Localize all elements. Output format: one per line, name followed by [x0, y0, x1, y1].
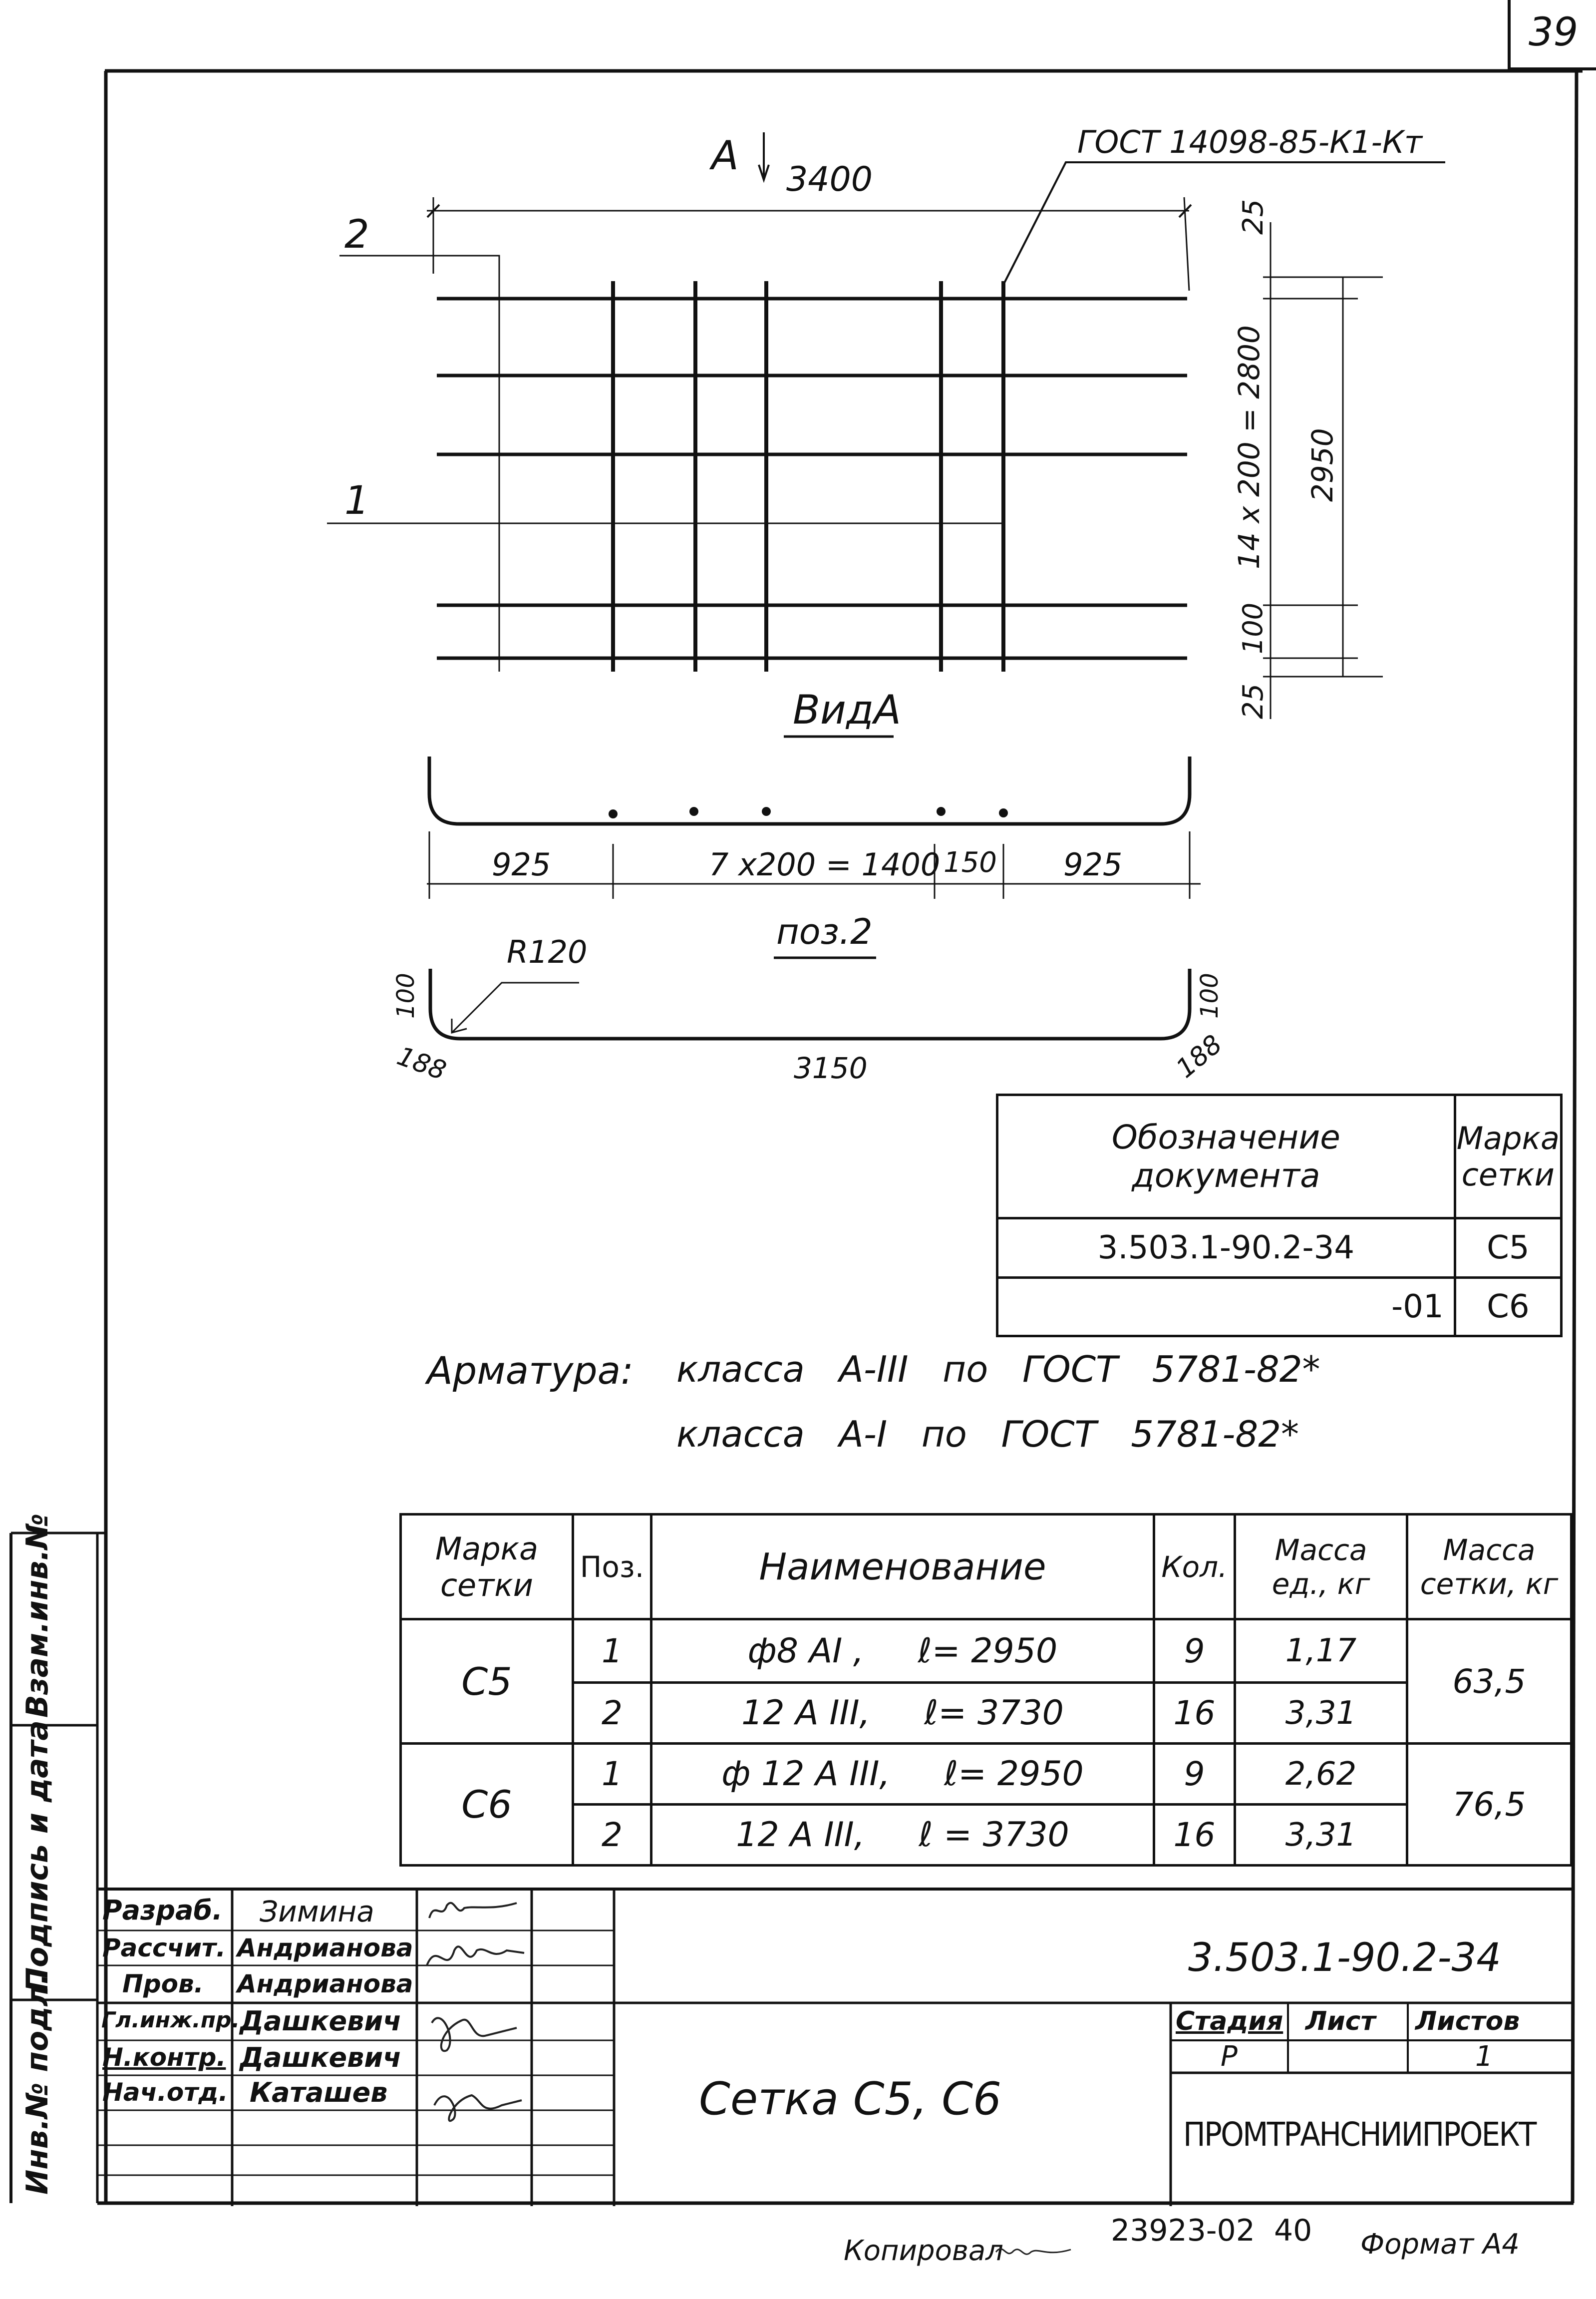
spec-c6-mass-2: 3,31	[1235, 1805, 1407, 1866]
spec-c6-qty-1: 9	[1154, 1744, 1235, 1805]
spec-c6-pos-2: 2	[573, 1805, 651, 1866]
footer-copied: Копировал	[844, 2235, 1003, 2267]
spec-mark-c5: С5	[401, 1619, 573, 1744]
dim-total: 2950	[1305, 428, 1339, 502]
pos-1-label: 1	[344, 478, 369, 523]
bend-length-right: 188	[1171, 1029, 1228, 1084]
spec-c6-pos-1: 1	[573, 1744, 651, 1805]
bend-length-left: 188	[393, 1041, 450, 1087]
title-block-sheets-header: Листов	[1415, 2006, 1520, 2036]
role-calculated: Рассчит.	[102, 1933, 226, 1962]
spec-header-unit-mass: Масса ед., кг	[1235, 1515, 1407, 1619]
spec-c5-name-2: 12 А III, ℓ= 3730	[651, 1683, 1154, 1744]
role-developed: Разраб.	[102, 1895, 223, 1926]
role-norm-control: Н.контр.	[102, 2043, 226, 2072]
spec-c6-name-1: ф 12 А III, ℓ= 2950	[651, 1744, 1154, 1805]
spec-table	[399, 1513, 1573, 1867]
dim-top-offset: 25	[1237, 199, 1270, 235]
spec-c5-name-1: ф8 АI , ℓ= 2950	[651, 1619, 1154, 1683]
doc-table-row-1-mark: С5	[1455, 1218, 1561, 1278]
spec-c5-mass-1: 1,17	[1235, 1619, 1407, 1683]
doc-table-row-2-mark: С6	[1455, 1278, 1561, 1336]
spec-mark-c6: С6	[401, 1744, 573, 1866]
dim-spacing: 14 x 200 = 2800	[1232, 325, 1266, 569]
dim-bottom-offset: 25	[1237, 683, 1270, 719]
name-checked: Андрианова	[237, 1969, 413, 1998]
side-stamp-signature-date: Подпись и дата	[20, 1720, 55, 1992]
spec-c5-mass-2: 3,31	[1235, 1683, 1407, 1744]
straight-length: 3150	[794, 1051, 868, 1085]
spec-header-pos: Поз.	[573, 1515, 651, 1619]
name-dept-head: Каташев	[250, 2077, 388, 2108]
bend-height-left: 100	[392, 973, 420, 1019]
rebar-notes-line-1: класса А-III по ГОСТ 5781-82*	[676, 1348, 1320, 1390]
footer-format: Формат А4	[1360, 2228, 1520, 2261]
name-calculated: Андрианова	[237, 1933, 413, 1962]
overall-width-dim: 3400	[786, 160, 873, 199]
spec-c5-qty-1: 9	[1154, 1619, 1235, 1683]
rebar-notes-prefix: Арматура:	[427, 1348, 634, 1393]
document-table	[996, 1094, 1563, 1337]
title-block-sheets: 1	[1475, 2040, 1493, 2073]
spec-c5-pos-1: 1	[573, 1619, 651, 1683]
bend-radius: R120	[507, 934, 588, 970]
doc-table-row-1-designation: 3.503.1-90.2-34	[997, 1218, 1455, 1278]
title-block-doc-code: 3.503.1-90.2-34	[1188, 1935, 1501, 1980]
view-a-dim-middle: 7 x200 = 1400	[709, 846, 941, 883]
sheet-number: 39	[1529, 10, 1579, 55]
spec-c6-total: 76,5	[1407, 1744, 1572, 1866]
signatures	[417, 1891, 532, 2145]
bend-height-right: 100	[1196, 973, 1224, 1019]
title-block-title: Сетка С5, С6	[699, 2073, 1002, 2125]
role-checked: Пров.	[122, 1969, 204, 1998]
spec-c5-qty-2: 16	[1154, 1683, 1235, 1744]
title-block-sheet-header: Лист	[1305, 2006, 1376, 2036]
title-block	[97, 1888, 1574, 2203]
role-dept-head: Нач.отд.	[102, 2078, 228, 2107]
spec-c5-pos-2: 2	[573, 1683, 651, 1744]
rebar-notes-line-2: класса А-I по ГОСТ 5781-82*	[676, 1413, 1299, 1455]
view-arrow-label: А	[711, 132, 739, 179]
doc-table-row-2-designation: -01	[997, 1278, 1455, 1336]
footer-copier-signature	[991, 2237, 1076, 2267]
spec-c6-name-2: 12 А III, ℓ = 3730	[651, 1805, 1154, 1866]
side-stamp-replace-inv: Взам.инв.№	[20, 1513, 55, 1718]
side-stamp-inv-no: Инв.№ подл.	[20, 1973, 55, 2195]
role-chief-engineer: Гл.инж.пр.	[101, 2007, 240, 2033]
spec-c6-mass-1: 2,62	[1235, 1744, 1407, 1805]
gost-reference: ГОСТ 14098-85-К1-Кт	[1077, 124, 1423, 160]
spec-header-total-mass: Масса сетки, кг	[1407, 1515, 1572, 1619]
view-a-title: ВидА	[793, 687, 901, 733]
title-block-stage: Р	[1221, 2040, 1238, 2073]
view-a-dim-right: 925	[1063, 846, 1123, 883]
footer-number: 23923-02 40	[1111, 2213, 1312, 2248]
spec-header-name: Наименование	[651, 1515, 1154, 1619]
doc-table-header-designation: Обозначение документа	[997, 1095, 1455, 1218]
pos-2-label: 2	[344, 212, 369, 257]
view-a-dim-left: 925	[492, 846, 551, 883]
view-a-dim-small: 150	[944, 846, 997, 879]
title-block-organization: ПРОМТРАНСНИИПРОЕКТ	[1183, 2115, 1536, 2154]
spec-header-mark: Марка сетки	[401, 1515, 573, 1619]
title-block-stage-header: Стадия	[1176, 2006, 1283, 2036]
pos-2-title: поз.2	[776, 911, 873, 952]
spec-c5-total: 63,5	[1407, 1619, 1572, 1744]
spec-c6-qty-2: 16	[1154, 1805, 1235, 1866]
name-developed: Зимина	[260, 1895, 374, 1928]
dim-small-spacing: 100	[1237, 602, 1269, 654]
name-chief-engineer: Дашкевич	[240, 2005, 402, 2037]
name-norm-control: Дашкевич	[240, 2042, 402, 2073]
spec-header-qty: Кол.	[1154, 1515, 1235, 1619]
doc-table-header-mark: Марка сетки	[1455, 1095, 1561, 1218]
